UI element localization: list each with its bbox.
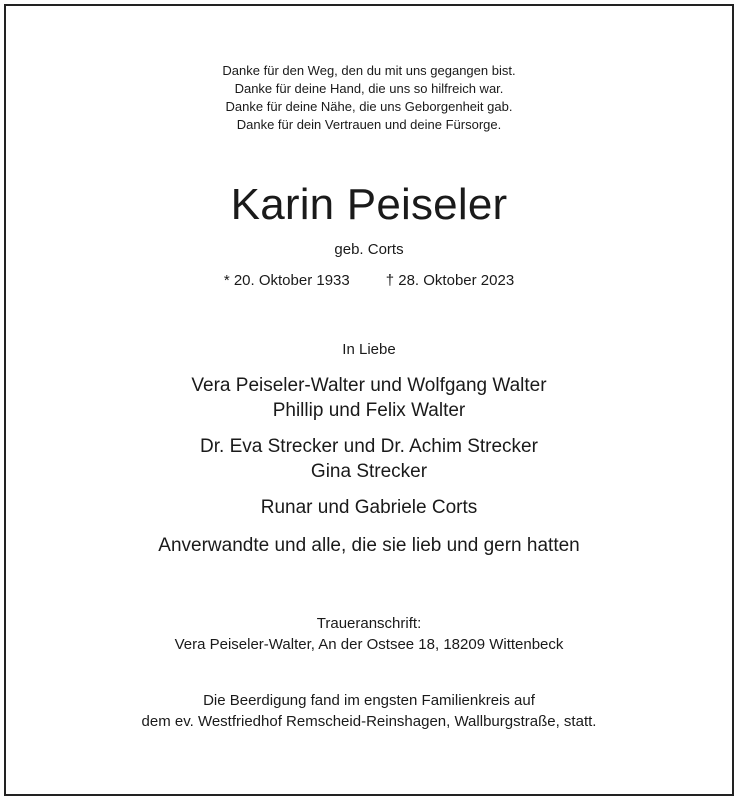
mourner-line-1: Vera Peiseler-Walter und Wolfgang Walter bbox=[191, 375, 547, 396]
mourner-line-5: Runar und Gabriele Corts bbox=[260, 497, 478, 518]
address-label: Traueranschrift: bbox=[316, 615, 422, 632]
mourner-line-4: Gina Strecker bbox=[310, 461, 428, 482]
poem-line-1: Danke für den Weg, den du mit uns gegangen bist. bbox=[222, 63, 516, 78]
mourner-line-6: Anverwandte und alle, die sie lieb und gern hatten bbox=[158, 535, 580, 556]
poem-line-2: Danke für deine Hand, die uns so hilfreich war. bbox=[234, 81, 504, 96]
mourner-line-2: Phillip und Felix Walter bbox=[272, 400, 466, 421]
address-value: Vera Peiseler-Walter, An der Ostsee 18, 18209 Wittenbeck bbox=[174, 636, 564, 653]
deceased-name: Karin Peiseler bbox=[230, 180, 508, 229]
death-date: † 28. Oktober 2023 bbox=[385, 272, 515, 289]
life-dates bbox=[0, 272, 738, 289]
poem-line-4: Danke für dein Vertrauen und deine Fürsorge. bbox=[236, 117, 502, 132]
maiden-name: geb. Corts bbox=[334, 241, 404, 258]
funeral-line-1: Die Beerdigung fand im engsten Familienkreis auf bbox=[203, 692, 535, 709]
poem-line-3: Danke für deine Nähe, die uns Geborgenheit gab. bbox=[225, 99, 513, 114]
birth-date: * 20. Oktober 1933 bbox=[223, 272, 350, 289]
funeral-line-2: dem ev. Westfriedhof Remscheid-Reinshagen, Wallburgstraße, statt. bbox=[141, 713, 597, 730]
mourner-line-3: Dr. Eva Strecker und Dr. Achim Strecker bbox=[200, 436, 538, 457]
mourners-intro: In Liebe bbox=[342, 341, 396, 358]
